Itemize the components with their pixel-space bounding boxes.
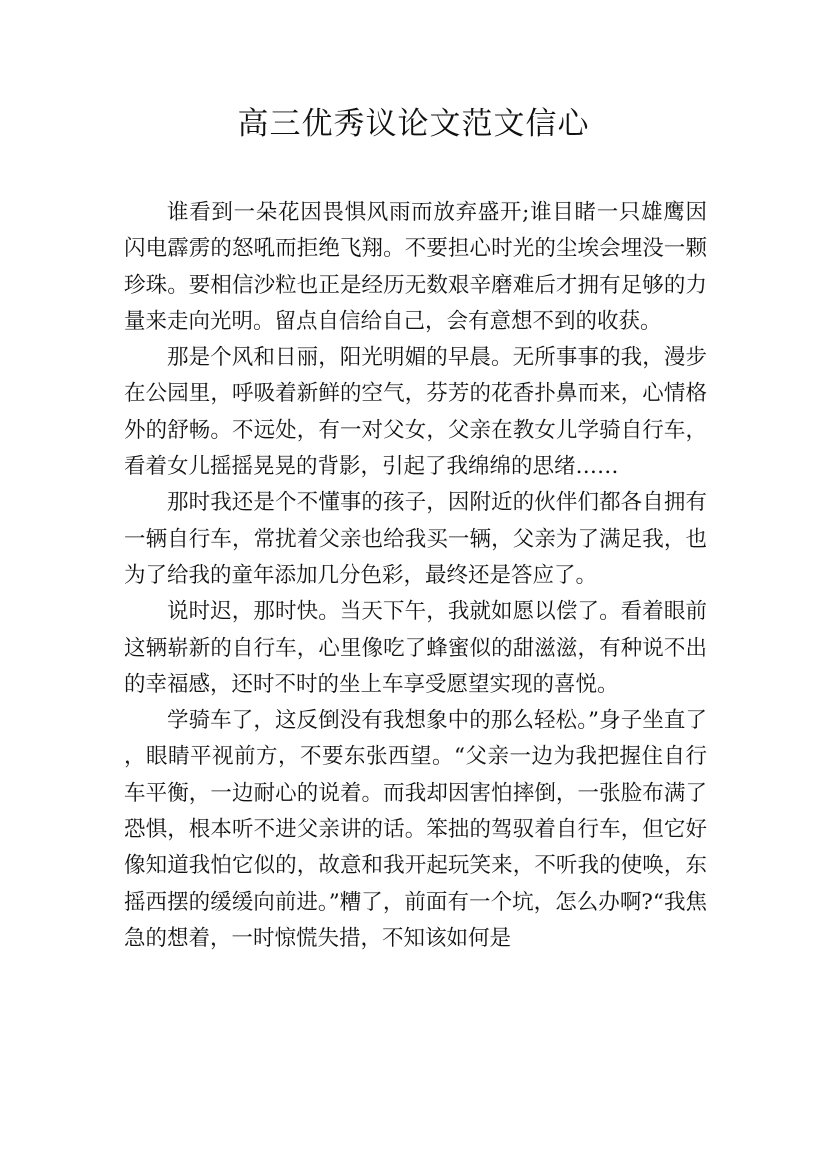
paragraph-3: 那时我还是个不懂事的孩子，因附近的伙伴们都各自拥有一辆自行车，常扰着父亲也给我买一辆，父亲为了满足我，也为了给我的童年添加几分色彩，最终还是答应了。 [124, 490, 707, 588]
paragraph-1: 谁看到一朵花因畏惧风雨而放弃盛开;谁目睹一只雄鹰因闪电霹雳的怒吼而拒绝飞翔。不要担心时光的尘埃会埋没一颗珍珠。要相信沙粒也正是经历无数艰辛磨难后才拥有足够的力量来走向光明。留点自信给自己，会有意想不到的收获。 [124, 200, 707, 334]
paragraph-2: 那是个风和日丽，阳光明媚的早晨。无所事事的我，漫步在公园里，呼吸着新鲜的空气，芬芳的花香扑鼻而来，心情格外的舒畅。不远处，有一对父女，父亲在教女儿学骑自行车，看着女儿摇摇晃晃的背影，引起了我绵绵的思绪…… [124, 345, 707, 480]
document-body [124, 195, 707, 957]
document-title: 高三优秀议论文范文信心 [237, 106, 590, 142]
paragraph-4: 说时迟，那时快。当天下午，我就如愿以偿了。看着眼前这辆崭新的自行车，心里像吃了蜂蜜似的甜滋滋，有种说不出的幸福感，还时不时的坐上车享受愿望实现的喜悦。 [124, 599, 707, 697]
paragraph-5: 学骑车了，这反倒没有我想象中的那么轻松。”身子坐直了，眼睛平视前方，不要东张西望。“父亲一边为我把握住自行车平衡，一边耐心的说着。而我却因害怕摔倒，一张脸布满了恐惧，根本听不进父亲讲的话。笨拙的驾驭着自行车，但它好像知道我怕它似的，故意和我开起玩笑来，不听我的使唤，东摇西摆的缓缓向前进。”糟了，前面有一个坑，怎么办啊?“我焦急的想着，一时惊慌失措，不知该如何是 [124, 708, 707, 951]
